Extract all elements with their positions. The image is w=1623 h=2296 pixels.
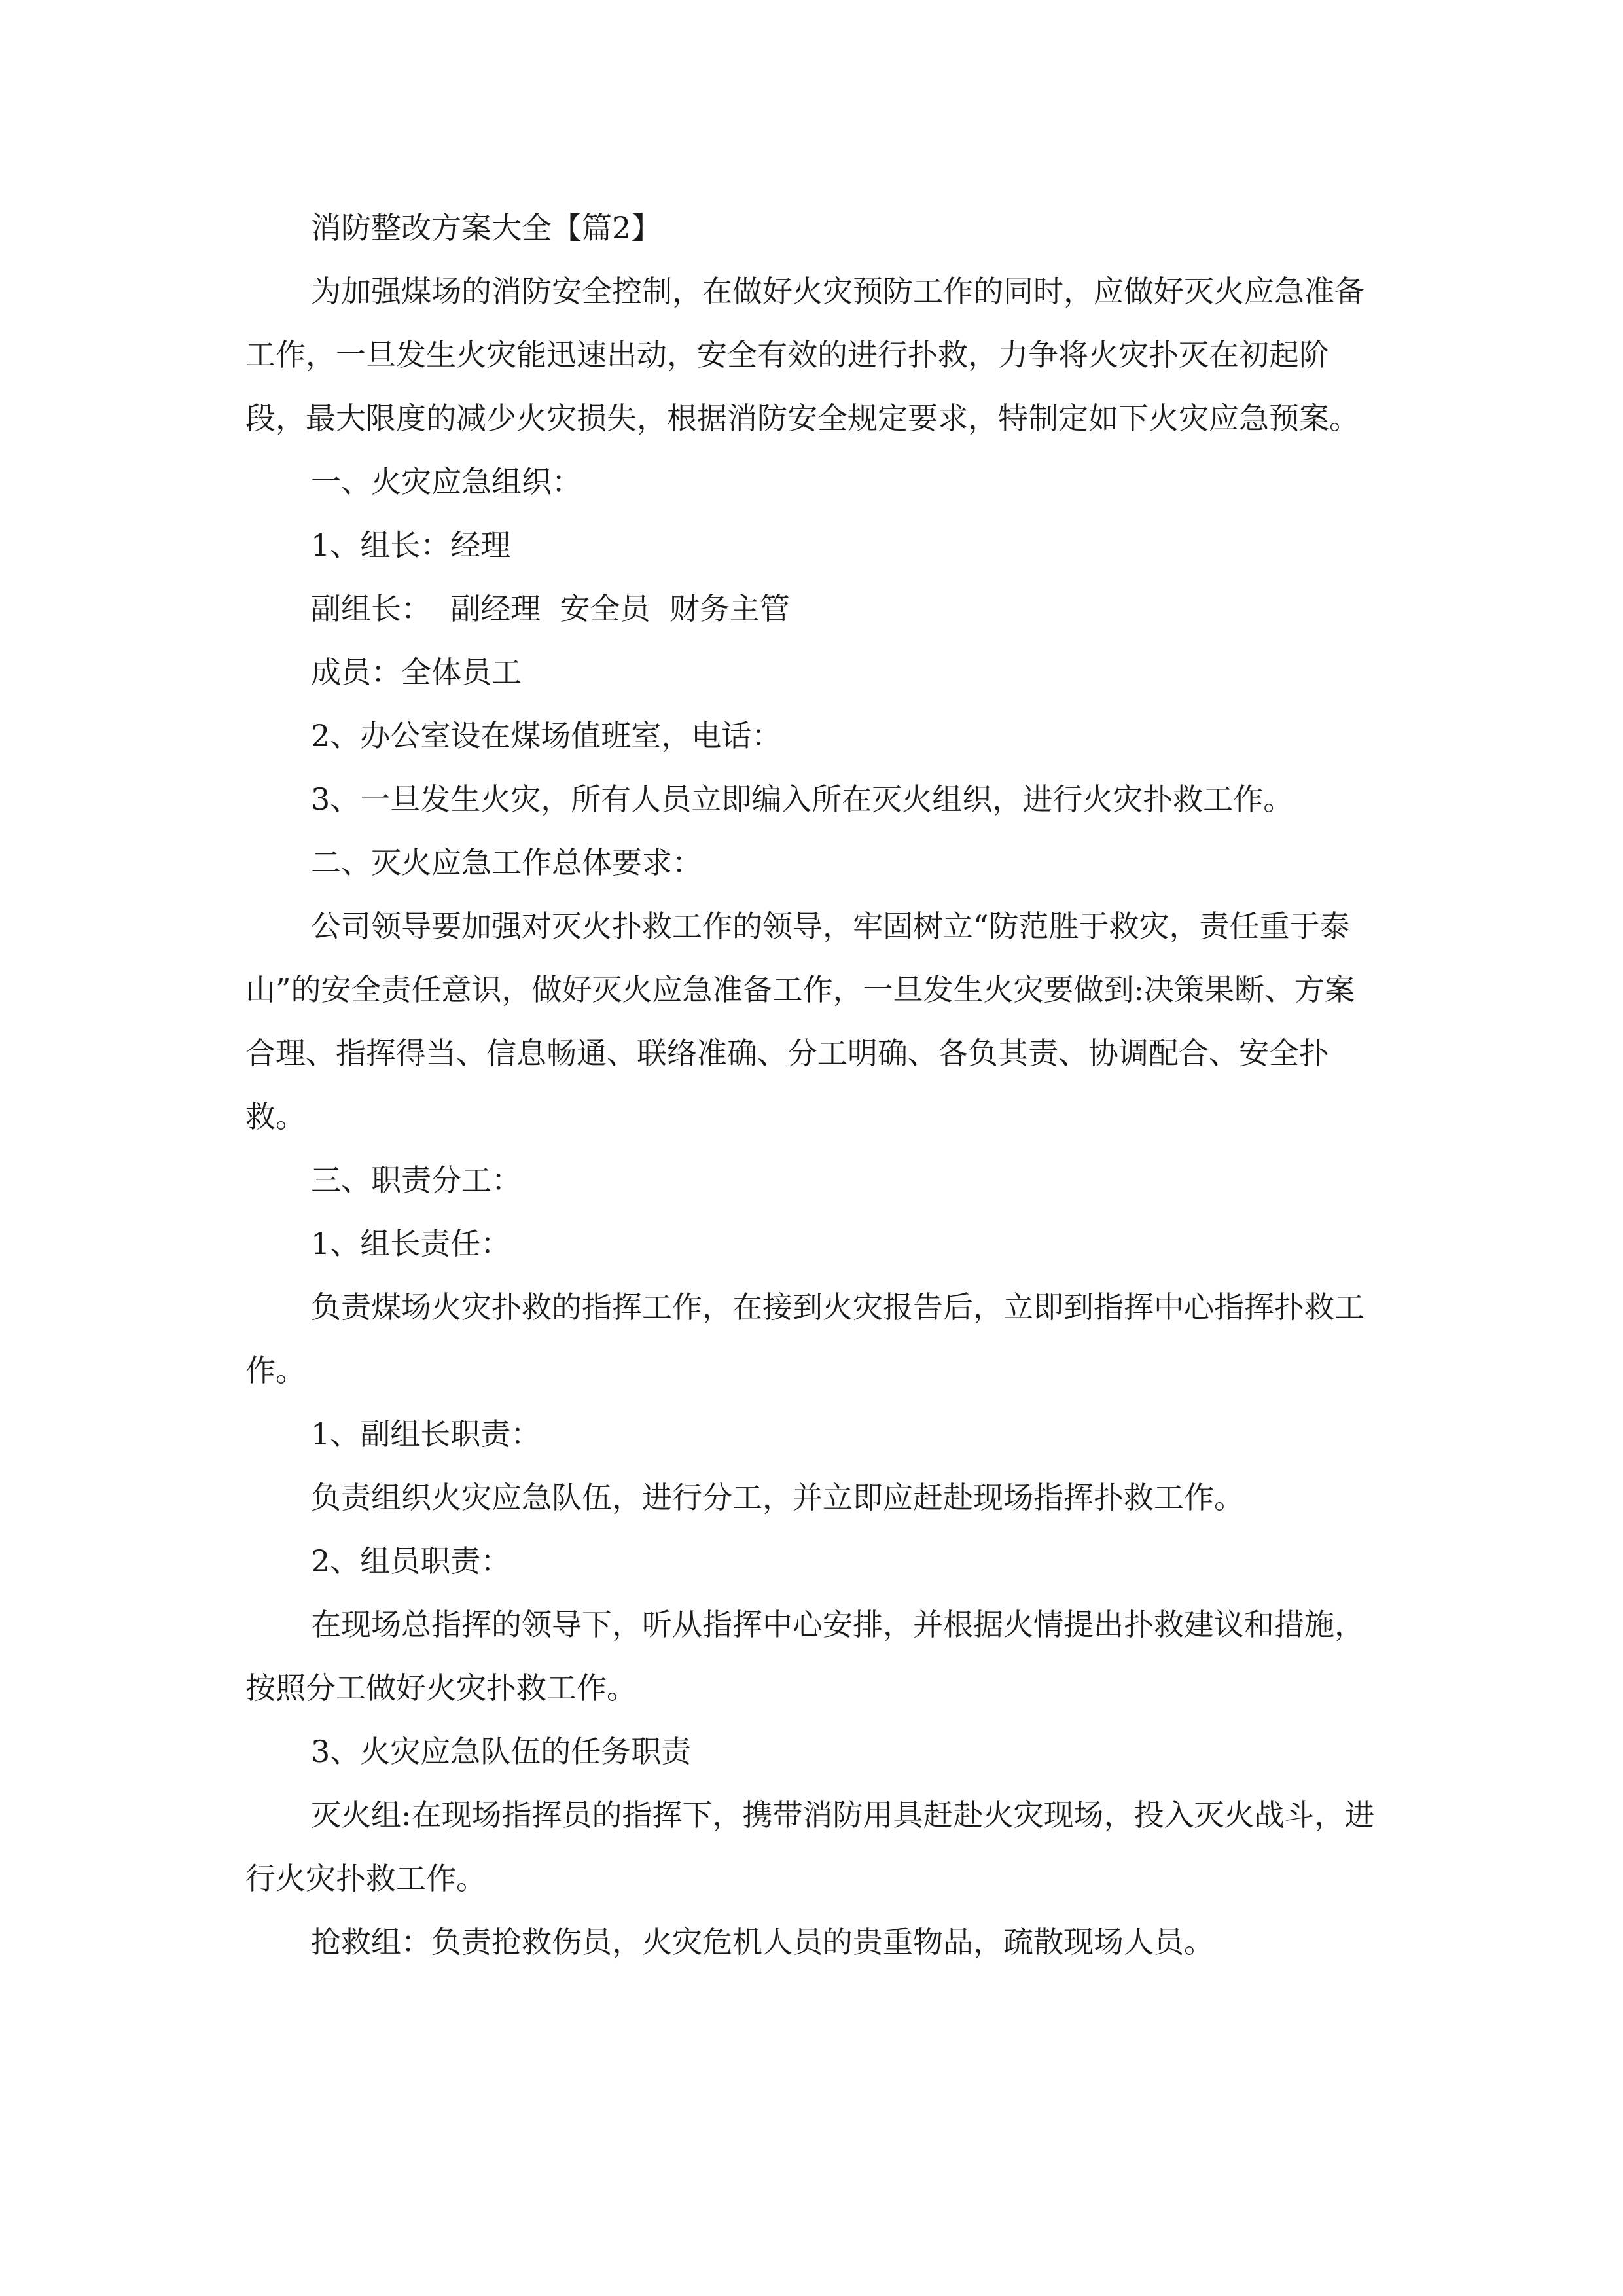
paragraph-leader-duty-heading: 1、组长责任： (311, 1226, 511, 1261)
paragraph-deputy: 副组长： 副经理 安全员 财务主管 (311, 591, 790, 626)
document-page (245, 196, 1381, 1974)
paragraph-firefighting-group: 灭火组:在现场指挥员的指挥下，携带消防用具赶赴火灾现场，投入灭火战斗，进行火灾扑救工作。 (245, 1797, 1375, 1896)
paragraph-deputy-duty: 负责组织火灾应急队伍，进行分工，并立即应赶赴现场指挥扑救工作。 (311, 1480, 1244, 1515)
paragraph-leader-duty: 负责煤场火灾扑救的指挥工作，在接到火灾报告后，立即到指挥中心指挥扑救工作。 (245, 1289, 1364, 1388)
section-heading-1: 一、火灾应急组织： (311, 464, 582, 499)
paragraph-members: 成员：全体员工 (311, 655, 522, 690)
section-heading-3: 三、职责分工： (311, 1162, 522, 1198)
section-heading-2: 二、灭火应急工作总体要求： (311, 845, 702, 880)
paragraph-team-duty-heading: 3、火灾应急队伍的任务职责 (311, 1734, 692, 1769)
paragraph-member-duty: 在现场总指挥的领导下，听从指挥中心安排，并根据火情提出扑救建议和措施，按照分工做好火灾扑救工作。 (245, 1607, 1364, 1706)
paragraph-fire-organize: 3、一旦发生火灾，所有人员立即编入所在灭火组织，进行火灾扑救工作。 (311, 781, 1294, 817)
document-title: 消防整改方案大全【篇2】 (311, 210, 662, 245)
paragraph-office: 2、办公室设在煤场值班室，电话： (311, 718, 782, 753)
paragraph-leader: 1、组长：经理 (311, 528, 511, 563)
paragraph-member-duty-heading: 2、组员职责： (311, 1543, 511, 1579)
paragraph-intro: 为加强煤场的消防安全控制，在做好火灾预防工作的同时，应做好灭火应急准备工作，一旦发生火灾能迅速出动，安全有效的进行扑救，力争将火灾扑灭在初起阶段，最大限度的减少火灾损失，根据消防安全规定要求，特制定如下火灾应急预案。 (245, 274, 1364, 436)
paragraph-deputy-duty-heading: 1、副组长职责： (311, 1416, 541, 1452)
paragraph-rescue-group: 抢救组：负责抢救伤员，火灾危机人员的贵重物品，疏散现场人员。 (311, 1924, 1214, 1960)
paragraph-requirements: 公司领导要加强对灭火扑救工作的领导，牢固树立“防范胜于救灾，责任重于泰山”的安全责任意识，做好灭火应急准备工作，一旦发生火灾要做到:决策果断、方案合理、指挥得当、信息畅通、联络准确、分工明确、各负其责、协调配合、安全扑救。 (245, 908, 1355, 1134)
